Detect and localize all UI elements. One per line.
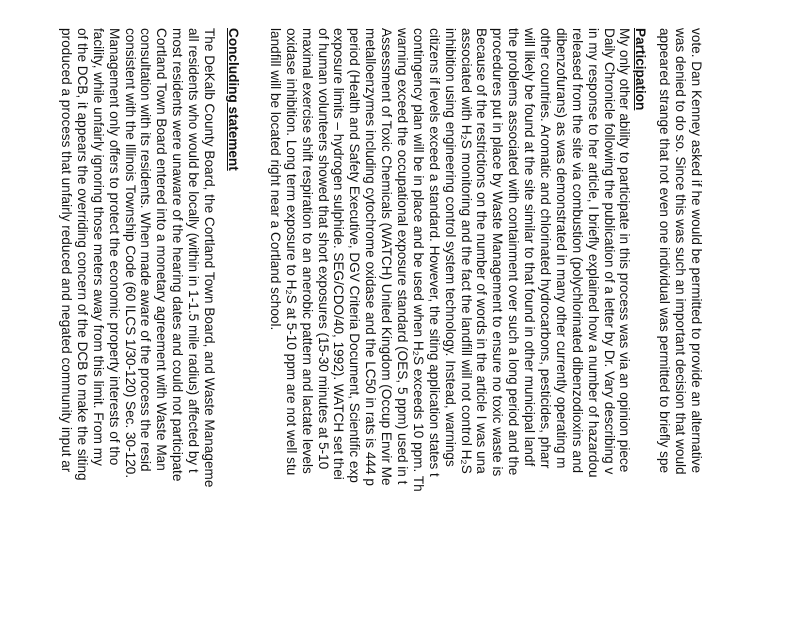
text-line: Management only offers to protect the economic property interests of tho	[106, 28, 122, 466]
text-line: Assessment of Toxic Chemicals (WATCH) United Kingdom (Occup Envir Me	[379, 28, 395, 486]
concluding-paragraph	[58, 28, 217, 588]
text-line: in my response to her article, I briefly explained how a number of hazardou	[585, 28, 601, 478]
text-line: most residents were unaware of the hearing dates and could not participate	[170, 28, 186, 482]
text-line: appeared strange that not even one individual was permitted to briefly spe	[657, 28, 673, 474]
text-line: other countries. Aromatic and chlorinated hydrocarbons, pesticides, pharr	[537, 28, 553, 469]
text-line: contingency plan will be in place and be used when H₂S exceeds 10 ppm. Th	[410, 28, 426, 492]
text-line: inhibition using engineering control system technology. Instead, warnings	[442, 28, 458, 467]
text-line: landfill will be located right near a Cortland school.	[267, 28, 283, 331]
text-line: the problems associated with containment over such a long period and the	[506, 28, 522, 476]
text-line: Cortland Town Board entered into a monetary agreement with Waste Man	[154, 28, 170, 471]
text-line: all residents who would be locally (within in 1-1.5 mile radius) affected by t	[186, 28, 202, 473]
text-line: My only other ability to participate in this process was via an opinion piece	[617, 28, 633, 473]
text-line: produced a process that unfairly reduced and negated community input ar	[59, 28, 75, 473]
text-line: dibenzofurans) as was demonstrated in many other currently operating m	[553, 28, 569, 469]
text-line: exposure limits – hydrogen sulphide. SEG/CDO/40, 1992). WATCH set thei	[331, 28, 347, 480]
text-line: The DeKalb County Board, the Cortland Town Board, and Waste Manageme	[202, 28, 218, 488]
text-line: procedures put in place by Waste Management to ensure no toxic waste is	[490, 28, 506, 477]
text-line: associated with H₂S monitoring and the fact the landfill will not control H₂S	[458, 28, 474, 474]
text-line: Daily Chronicle following the publication of a letter by Dr. Vary describing v	[601, 28, 617, 475]
text-line: oxidase inhibition. Long term exposure to H₂S at 5-10 ppm are not well stu	[283, 28, 299, 476]
paragraph-gap	[217, 28, 225, 588]
text-line: Because of the restrictions on the number of words in the article I was una	[474, 28, 490, 474]
text-line: released from the site via combustion (polychlorinated dibenzodioxins and	[569, 28, 585, 474]
rotated-document-page	[59, 28, 704, 588]
text-line: consistent with the Illinois Township Code (60 ILCS 1/30-120) Sec. 30-120.	[122, 28, 138, 479]
text-line: of human volunteers showed that short exposures (15-30 minutes at 5-10	[315, 28, 331, 470]
text-line: warning exceed the occupational exposure standard (OES, 5 ppm) used in t	[394, 28, 410, 485]
text-line: maximal exercise shift respiration to an anerobic pattern and lactate levels	[299, 28, 315, 474]
text-line: was denied to do so. Since this was such an important decision that would	[673, 28, 689, 475]
text-line: period (Health and Safety Executive, DGV Criteria Document, Scientific exp	[347, 28, 363, 483]
concluding-heading: Concluding statement	[225, 28, 241, 171]
text-line: will likely be found at the site similar to that found in other municipal landf	[522, 28, 538, 467]
text-line: citizens if levels exceed a standard. However, the siting application states t	[426, 28, 442, 477]
paragraph-gap	[648, 28, 656, 588]
text-line: facility, while unfairly ignoring those meters away from this limit. From my	[90, 28, 106, 466]
participation-heading: Participation	[633, 28, 649, 111]
paragraph-gap	[241, 28, 267, 588]
text-line: of the DCB, it appears the overriding concern of the DCB to make the siting	[74, 28, 90, 481]
text-line: vote. Dan Kenney asked if he would be permitted to provide an alternative	[689, 28, 704, 474]
intro-paragraph	[656, 28, 704, 588]
participation-paragraph	[267, 28, 632, 588]
text-line: metalloenzymes including cytochrome oxidase and the LC50 in rats is 444 p	[363, 28, 379, 486]
text-line: consultation with its residents. When made aware of the process the resid	[138, 28, 154, 472]
